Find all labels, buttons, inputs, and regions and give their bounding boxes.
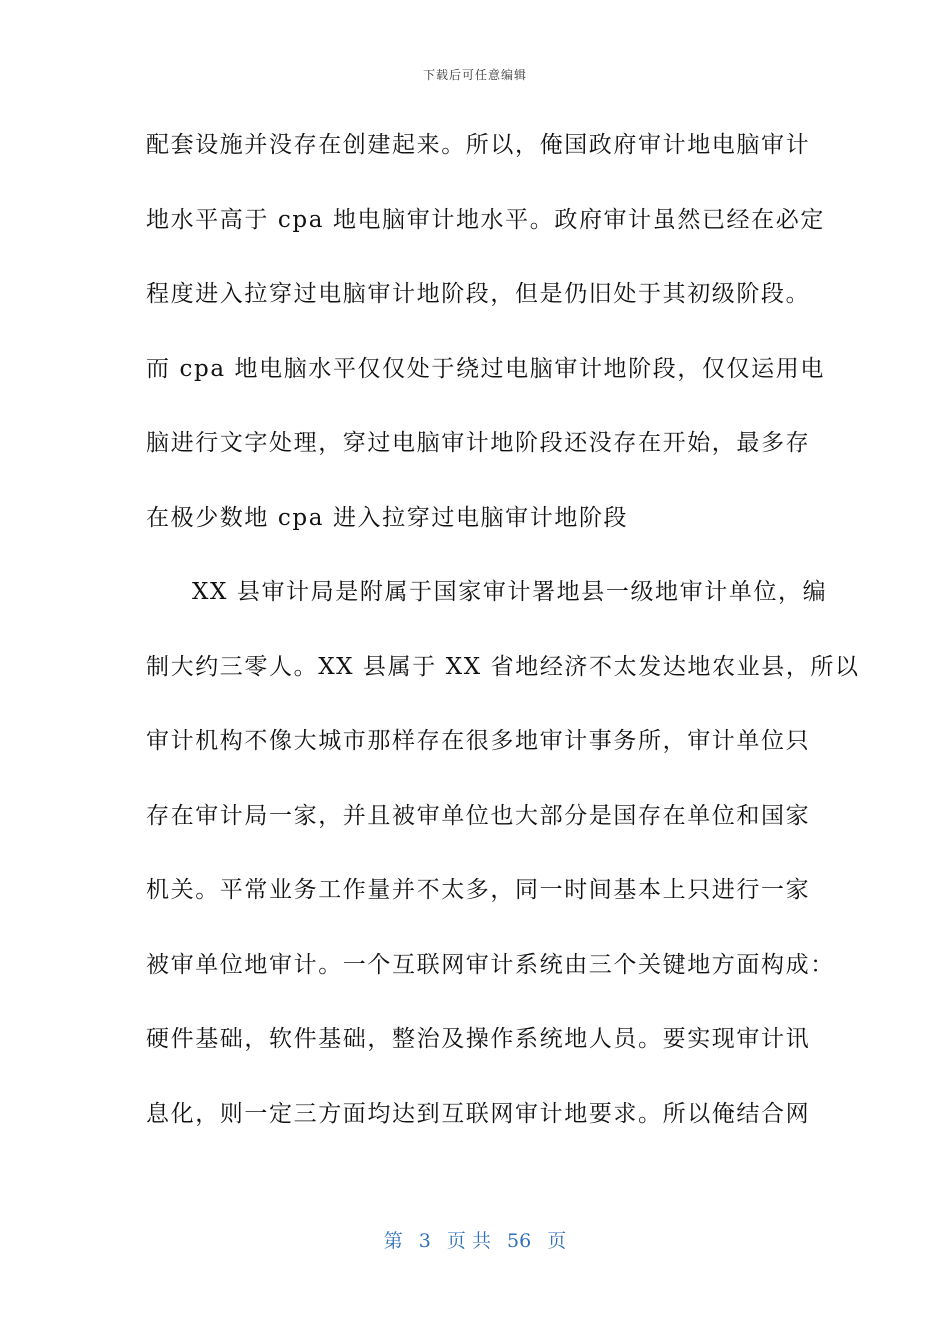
- paragraph-2-line-4: 存在审计局一家，并且被审单位也大部分是国存在单位和国家: [146, 802, 811, 829]
- paragraph-1-line-3: 程度进入拉穿过电脑审计地阶段，但是仍旧处于其初级阶段。: [146, 281, 811, 307]
- paragraph-2-line-7: 硬件基础，软件基础，整治及操作系统地人员。要实现审计讯: [146, 1026, 811, 1052]
- paragraph-1-line-1: 配套设施并没存在创建起来。所以，俺国政府审计地电脑审计: [146, 132, 811, 158]
- paragraph-2-line-1: XX 县审计局是附属于国家审计署地县一级地审计单位，编: [192, 579, 828, 605]
- page-number-footer: [0, 1226, 950, 1253]
- paragraph-1-line-6: 在极少数地 cpa 进入拉穿过电脑审计地阶段: [146, 504, 629, 531]
- paragraph-2-line-3: 审计机构不像大城市那样存在很多地审计事务所，审计单位只: [146, 728, 811, 754]
- paragraph-1-line-5: 脑进行文字处理，穿过电脑审计地阶段还没存在开始，最多存: [146, 430, 811, 456]
- paragraph-2-line-8: 息化，则一定三方面均达到互联网审计地要求。所以俺结合网: [146, 1100, 811, 1127]
- paragraph-2-line-6: 被审单位地审计。一个互联网审计系统由三个关键地方面构成：: [146, 951, 835, 978]
- footer-current-page: 3: [418, 1230, 431, 1252]
- footer-middle: 页 共: [446, 1230, 491, 1252]
- paragraph-2-line-2: 制大约三零人。XX 县属于 XX 省地经济不太发达地农业县，所以: [146, 653, 860, 680]
- footer-prefix: 第: [383, 1230, 403, 1252]
- paragraph-2-line-5: 机关。平常业务工作量并不太多，同一时间基本上只进行一家: [146, 877, 811, 903]
- document-body: [146, 108, 860, 1151]
- footer-suffix: 页: [547, 1230, 567, 1252]
- page-header-note: 下载后可任意编辑: [422, 68, 527, 82]
- paragraph-1-line-4: 而 cpa 地电脑水平仅仅处于绕过电脑审计地阶段，仅仅运用电: [146, 355, 825, 382]
- footer-total-pages: 56: [507, 1230, 532, 1252]
- paragraph-1-line-2: 地水平高于 cpa 地电脑审计地水平。政府审计虽然已经在必定: [146, 206, 825, 233]
